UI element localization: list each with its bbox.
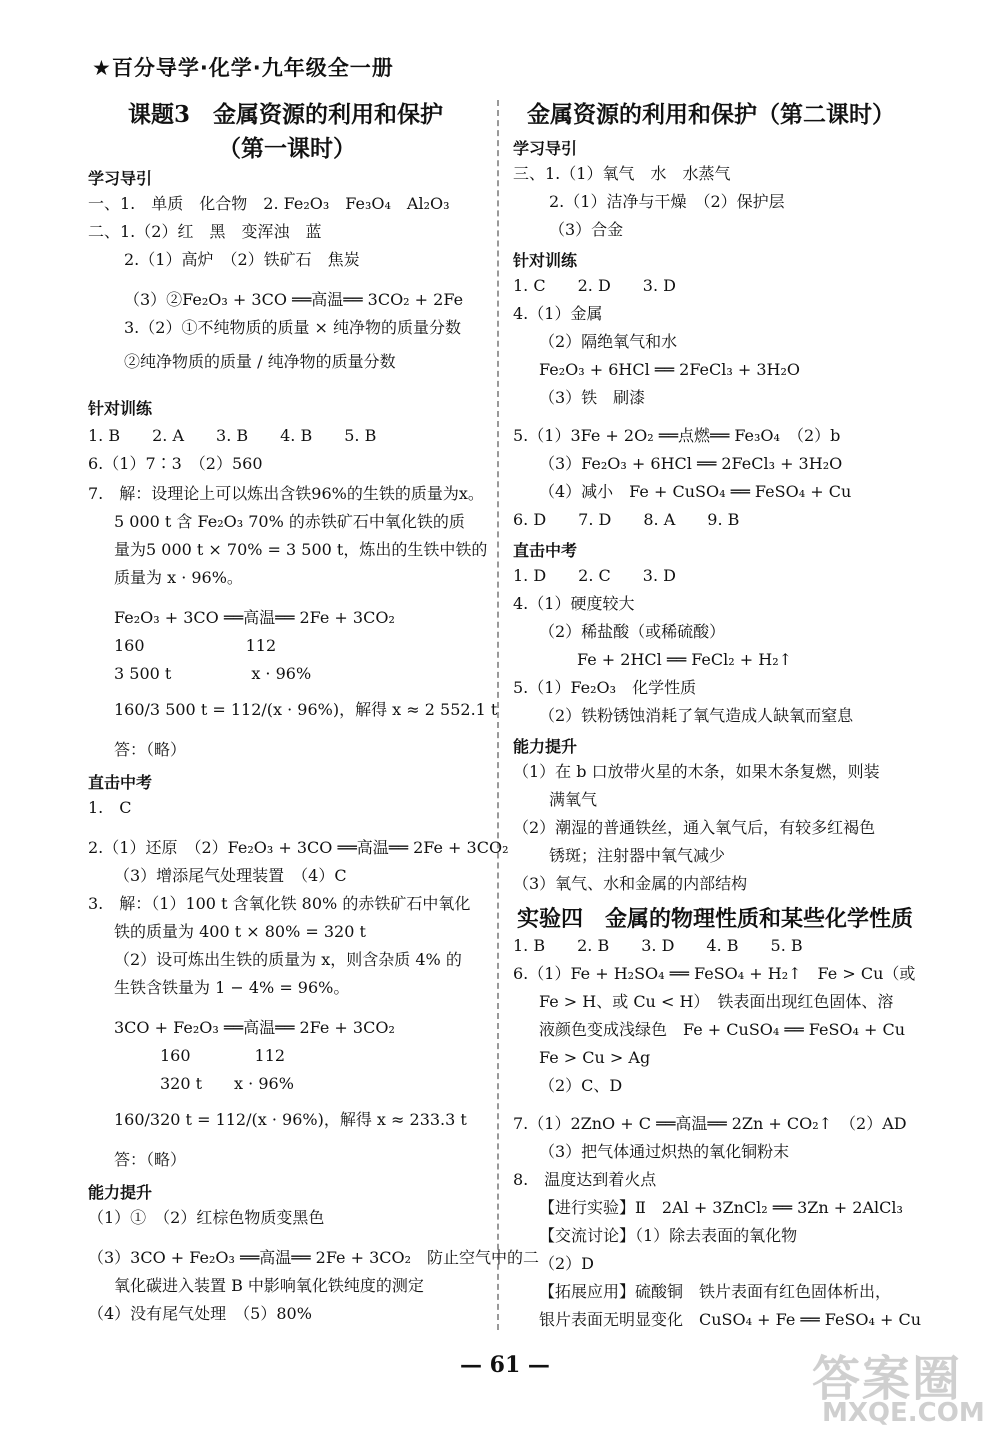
answer-line: 1. B 2. B 3. D 4. B 5. B — [513, 936, 803, 955]
answer-line: Fe₂O₃ + 6HCl ══ 2FeCl₃ + 3H₂O — [539, 360, 801, 379]
answer-line: （3）3CO + Fe₂O₃ ══高温══ 2Fe + 3CO₂ 防止空气中的二 — [88, 1248, 540, 1267]
answer-line: Fe > H、或 Cu < H） 铁表面出现红色固体、溶 — [539, 992, 894, 1011]
answer-line: 3. 解：（1）100 t 含氧化铁 80% 的赤铁矿石中氧化 — [88, 894, 471, 913]
answer-line: 3.（2）①不纯物质的质量 × 纯净物的质量分数 — [124, 318, 462, 337]
answer-line: 满氧气 — [549, 790, 598, 809]
answer-line: 7. 解：设理论上可以炼出含铁96%的生铁的质量为x。 — [88, 484, 484, 503]
section-heading: 直击中考 — [513, 541, 578, 560]
answer-line: 7.（1）2ZnO + C ══高温══ 2Zn + CO₂↑ （2）AD — [513, 1114, 907, 1133]
section-heading: 能力提升 — [88, 1183, 153, 1202]
answer-line: （1）① （2）红棕色物质变黑色 — [88, 1208, 325, 1227]
answer-line: 3CO + Fe₂O₃ ══高温══ 2Fe + 3CO₂ — [114, 1018, 395, 1037]
answer-line: 160/320 t = 112/(x · 96%)，解得 x ≈ 233.3 t — [114, 1110, 467, 1129]
answer-line: 答：（略） — [114, 1150, 187, 1169]
answer-line: 160 112 — [114, 636, 277, 655]
answer-line: 【拓展应用】硫酸铜 铁片表面有红色固体析出， — [539, 1282, 892, 1301]
answer-line: （2）铁粉锈蚀消耗了氧气造成人缺氧而窒息 — [539, 706, 854, 725]
answer-line: 3 500 t x · 96% — [114, 664, 312, 683]
answer-line: 1. B 2. A 3. B 4. B 5. B — [88, 426, 377, 445]
answer-line: 320 t x · 96% — [160, 1074, 294, 1093]
answer-line: 三、1.（1）氧气 水 水蒸气 — [513, 164, 731, 183]
answer-line: 6.（1）7∶3 （2）560 — [88, 454, 263, 473]
answer-line: 液颜色变成浅绿色 Fe + CuSO₄ ══ FeSO₄ + Cu — [539, 1020, 906, 1039]
answer-line: 【交流讨论】（1）除去表面的氧化物 — [539, 1226, 798, 1245]
section-heading: 针对训练 — [513, 251, 578, 270]
answer-line: 2.（1）高炉 （2）铁矿石 焦炭 — [124, 250, 360, 269]
answer-line: （3）氧气、水和金属的内部结构 — [513, 874, 748, 893]
experiment-title: 实验四 金属的物理性质和某些化学性质 — [517, 906, 914, 932]
watermark-url: MXQE.COM — [822, 1398, 985, 1428]
book-header: ★百分导学·化学·九年级全一册 — [92, 56, 394, 80]
answer-line: 5.（1）Fe₂O₃ 化学性质 — [513, 678, 697, 697]
answer-line: ②纯净物质的质量 / 纯净物的质量分数 — [124, 352, 396, 371]
answer-line: （2）稀盐酸（或稀硫酸） — [539, 622, 726, 641]
answer-line: 锈斑；注射器中氧气减少 — [549, 846, 726, 865]
section-heading: 学习导引 — [513, 139, 578, 158]
lesson-title: （第一课时） — [218, 135, 356, 162]
answer-line: 生铁含铁量为 1 − 4% = 96%。 — [114, 978, 350, 997]
answer-line: 一、1. 单质 化合物 2. Fe₂O₃ Fe₃O₄ Al₂O₃ — [88, 194, 450, 213]
answer-line: 铁的质量为 400 t × 80% = 320 t — [114, 922, 366, 941]
answer-line: 量为5 000 t × 70% = 3 500 t，炼出的生铁中铁的 — [114, 540, 488, 559]
answer-line: （4）减小 Fe + CuSO₄ ══ FeSO₄ + Cu — [539, 482, 852, 501]
answer-line: 4.（1）硬度较大 — [513, 594, 635, 613]
lesson-title: 课题3 金属资源的利用和保护 — [128, 101, 444, 128]
answer-line: 银片表面无明显变化 CuSO₄ + Fe ══ FeSO₄ + Cu — [539, 1310, 922, 1329]
answer-line: 2.（1）还原 （2）Fe₂O₃ + 3CO ══高温══ 2Fe + 3CO₂ — [88, 838, 509, 857]
section-heading: 直击中考 — [88, 773, 153, 792]
lesson-title: 金属资源的利用和保护（第二课时） — [527, 101, 895, 128]
section-heading: 针对训练 — [88, 399, 153, 418]
answer-line: （3）Fe₂O₃ + 6HCl ══ 2FeCl₃ + 3H₂O — [539, 454, 843, 473]
answer-line: Fe > Cu > Ag — [539, 1048, 651, 1067]
answer-line: 二、1.（2）红 黑 变浑浊 蓝 — [88, 222, 322, 241]
answer-line: 160 112 — [160, 1046, 286, 1065]
answer-line: 6. D 7. D 8. A 9. B — [513, 510, 740, 529]
answer-line: 8. 温度达到着火点 — [513, 1170, 657, 1189]
answer-line: （2）设可炼出生铁的质量为 x，则含杂质 4% 的 — [114, 950, 462, 969]
answer-line: 6.（1）Fe + H₂SO₄ ══ FeSO₄ + H₂↑ Fe > Cu（或 — [513, 964, 916, 983]
answer-line: 1. D 2. C 3. D — [513, 566, 676, 585]
answer-line: 质量为 x · 96%。 — [114, 568, 243, 587]
answer-line: Fe + 2HCl ══ FeCl₂ + H₂↑ — [577, 650, 793, 669]
answer-line: （3）合金 — [549, 220, 624, 239]
watermark-logo — [812, 1340, 990, 1432]
answer-line: （3）增添尾气处理装置 （4）C — [114, 866, 347, 885]
answer-line: （3）把气体通过炽热的氧化铜粉末 — [539, 1142, 790, 1161]
answer-line: （2）C、D — [539, 1076, 623, 1095]
answer-line: 答：（略） — [114, 740, 187, 759]
watermark-text: 答案圈 — [812, 1351, 963, 1407]
answer-line: 氧化碳进入装置 B 中影响氧化铁纯度的测定 — [114, 1276, 424, 1295]
section-heading: 学习导引 — [88, 169, 153, 188]
answer-line: Fe₂O₃ + 3CO ══高温══ 2Fe + 3CO₂ — [114, 608, 395, 627]
answer-line: （1）在 b 口放带火星的木条，如果木条复燃，则装 — [513, 762, 880, 781]
answer-line: 5.（1）3Fe + 2O₂ ══点燃══ Fe₃O₄ （2）b — [513, 426, 841, 445]
page-number: — 61 — — [460, 1352, 550, 1378]
answer-line: （3）铁 刷漆 — [539, 388, 646, 407]
answer-line: 4.（1）金属 — [513, 304, 603, 323]
answer-line: 【进行实验】Ⅱ 2Al + 3ZnCl₂ ══ 3Zn + 2AlCl₃ — [539, 1198, 903, 1217]
answer-line: （3）②Fe₂O₃ + 3CO ══高温══ 3CO₂ + 2Fe — [124, 290, 464, 309]
answer-line: 160/3 500 t = 112/(x · 96%)，解得 x ≈ 2 552.1 t — [114, 700, 498, 719]
answer-line: 1. C — [88, 798, 132, 817]
answer-line: （4）没有尾气处理 （5）80% — [88, 1304, 312, 1323]
answer-line: 5 000 t 含 Fe₂O₃ 70% 的赤铁矿石中氧化铁的质 — [114, 512, 465, 531]
answer-line: （2）D — [539, 1254, 595, 1273]
section-heading: 能力提升 — [513, 737, 578, 756]
answer-line: （2）隔绝氧气和水 — [539, 332, 678, 351]
answer-line: 2.（1）洁净与干燥 （2）保护层 — [549, 192, 785, 211]
answer-line: （2）潮湿的普通铁丝，通入氧气后，有较多红褐色 — [513, 818, 876, 837]
answer-line: 1. C 2. D 3. D — [513, 276, 676, 295]
